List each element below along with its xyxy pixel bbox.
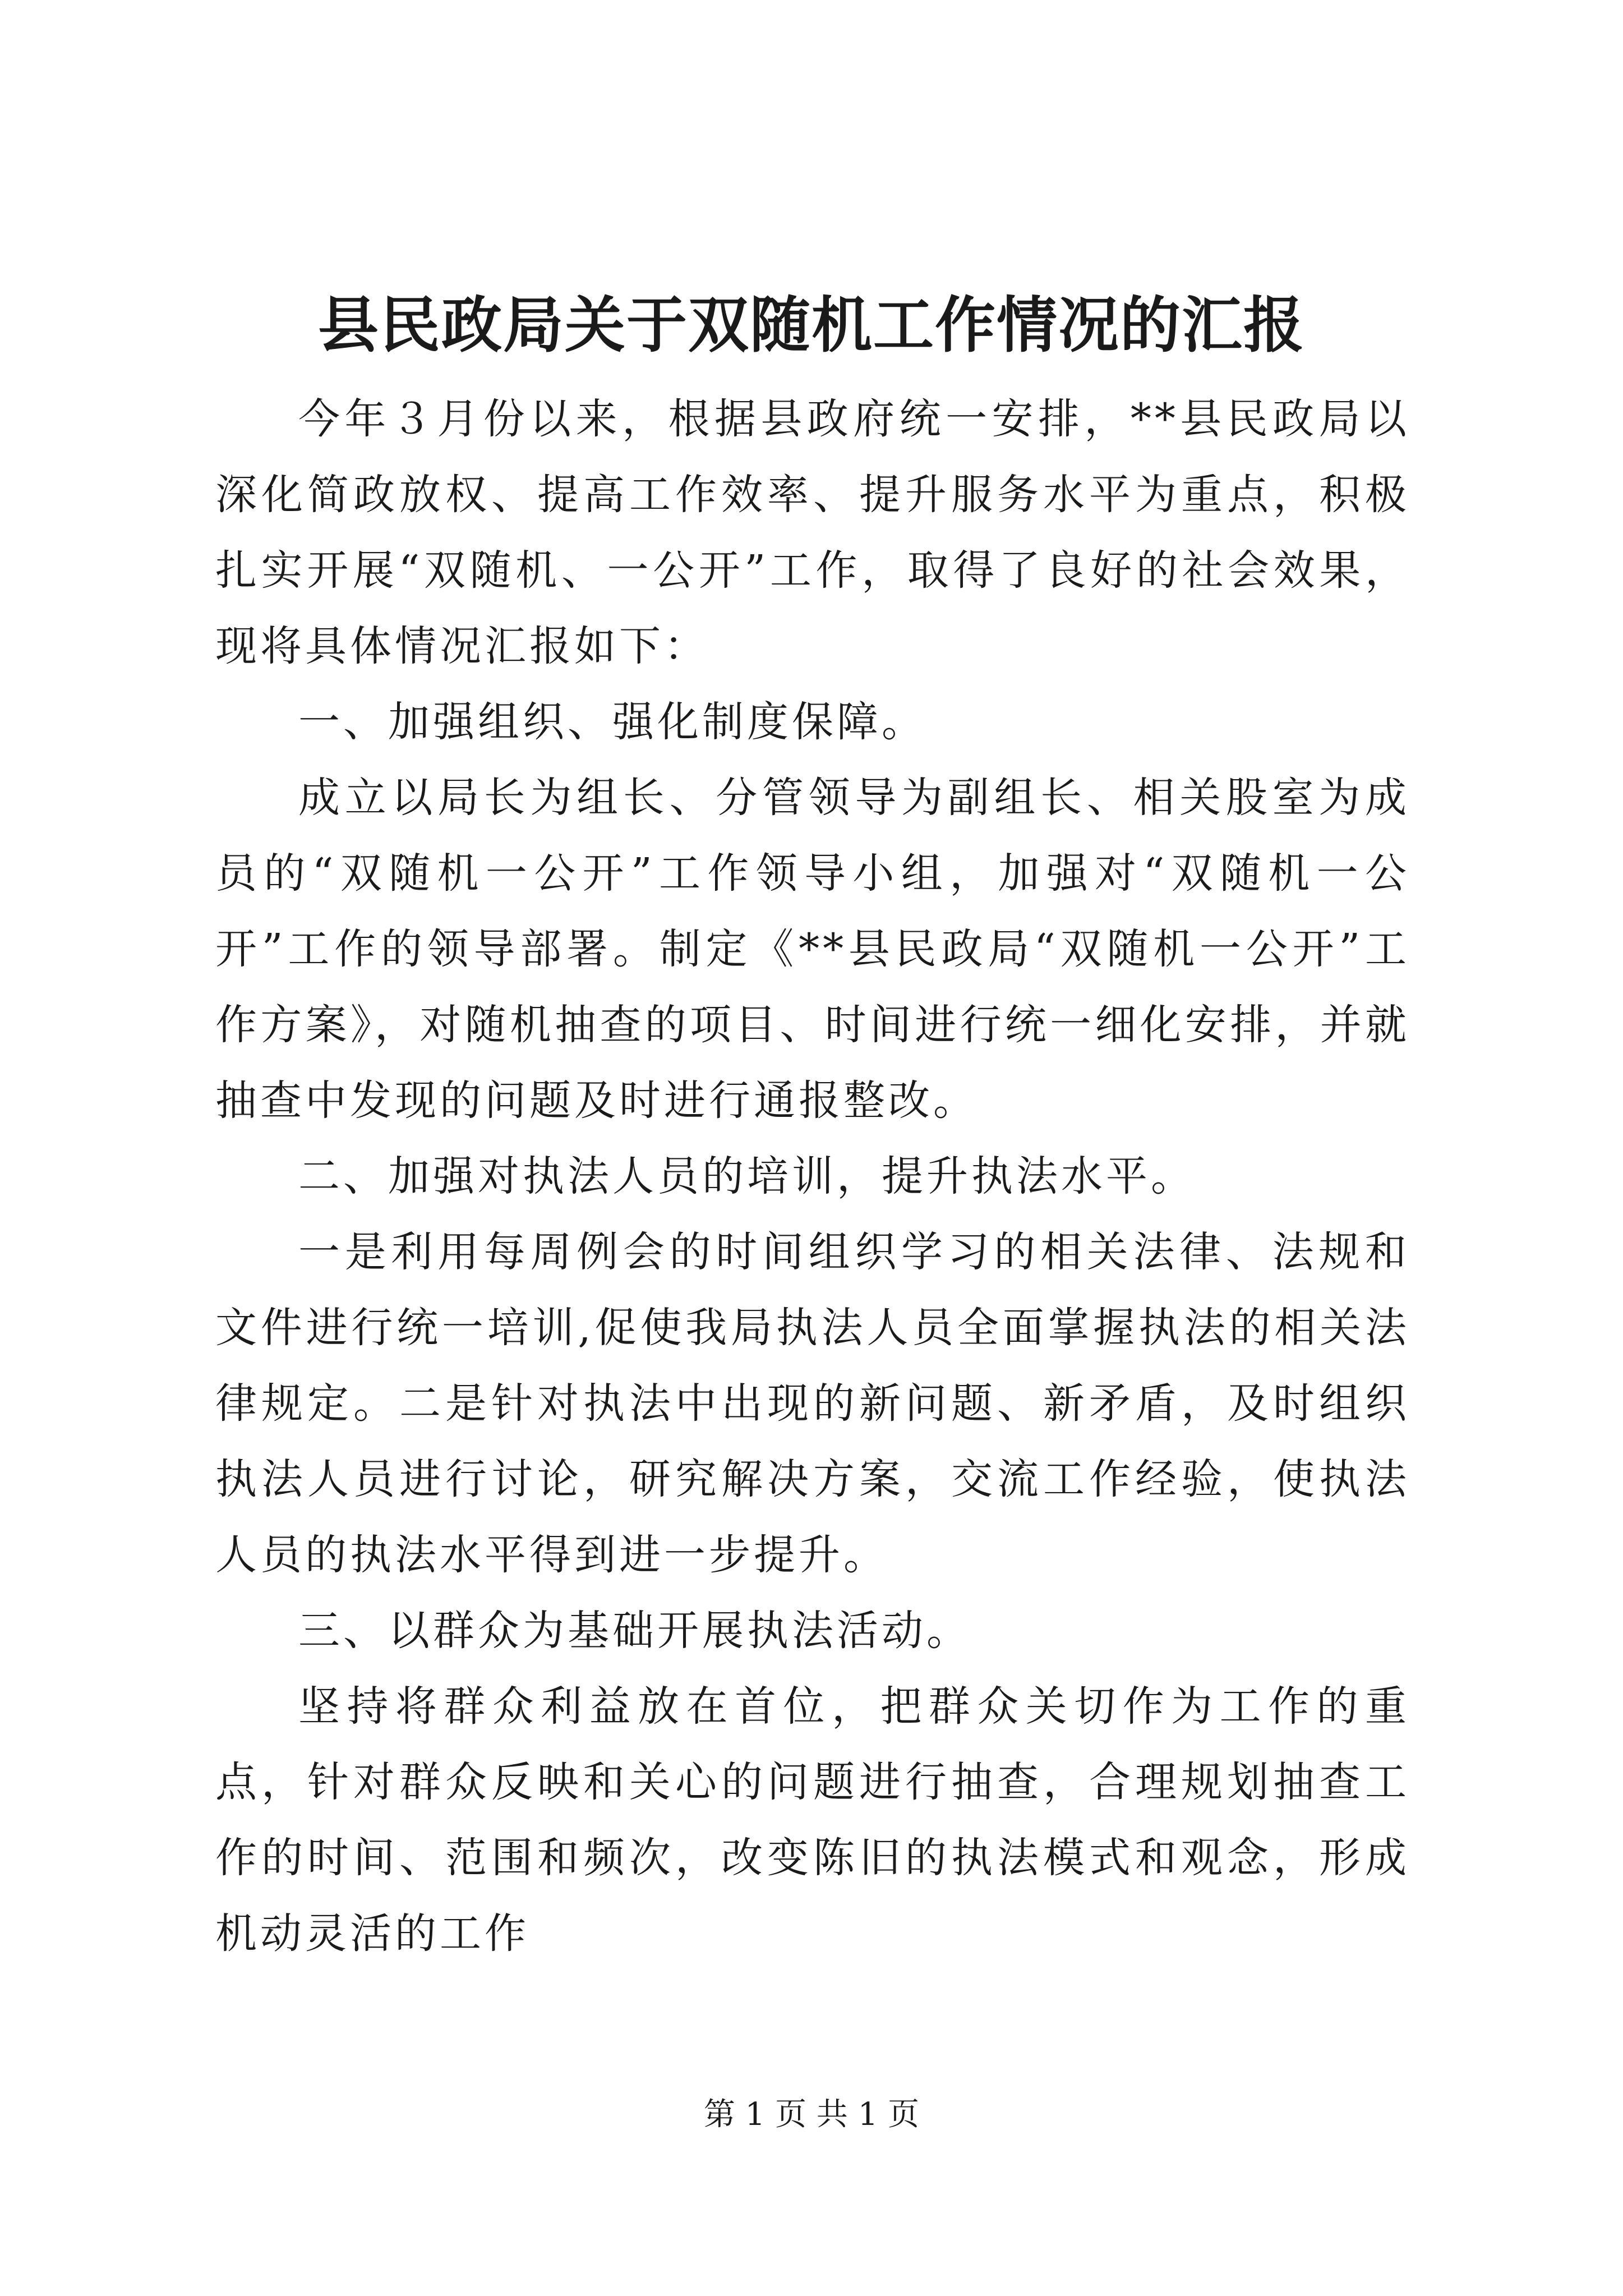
section-heading-3: 三、以群众为基础开展执法活动。 xyxy=(298,1607,971,1655)
paragraph-section-3: 坚持将群众利益放在首位，把群众关切作为工作的重点，针对群众反映和关心的问题进行抽查，合理规划抽查工作的时间、范围和频次，改变陈旧的执法模式和观念，形成机动灵活的工作 xyxy=(215,1682,1410,1958)
paragraph-intro: 今年３月份以来，根据县政府统一安排，**县民政局以深化简政放权、提高工作效率、提升服务水平为重点，积极扎实开展“双随机、一公开”工作，取得了良好的社会效果，现将具体情况汇报如下： xyxy=(215,395,1410,670)
paragraph-section-1: 成立以局长为组长、分管领导为副组长、相关股室为成员的“双随机一公开”工作领导小组，加强对“双随机一公开”工作的领导部署。制定《**县民政局“双随机一公开”工作方案》，对随机抽查的项目、时间进行统一细化安排，并就抽查中发现的问题及时进行通报整改。 xyxy=(215,774,1410,1125)
section-heading-1: 一、加强组织、强化制度保障。 xyxy=(298,698,926,746)
document-title: 县民政局关于双随机工作情况的汇报 xyxy=(317,290,1305,361)
document-body xyxy=(215,381,1410,1972)
page-footer: 第 1 页 共 1 页 xyxy=(703,2096,920,2133)
section-heading-2: 二、加强对执法人员的培训，提升执法水平。 xyxy=(298,1152,1196,1200)
paragraph-section-2: 一是利用每周例会的时间组织学习的相关法律、法规和文件进行统一培训,促使我局执法人员全面掌握执法的相关法律规定。二是针对执法中出现的新问题、新矛盾，及时组织执法人员进行讨论，研究解决方案，交流工作经验，使执法人员的执法水平得到进一步提升。 xyxy=(215,1228,1410,1579)
